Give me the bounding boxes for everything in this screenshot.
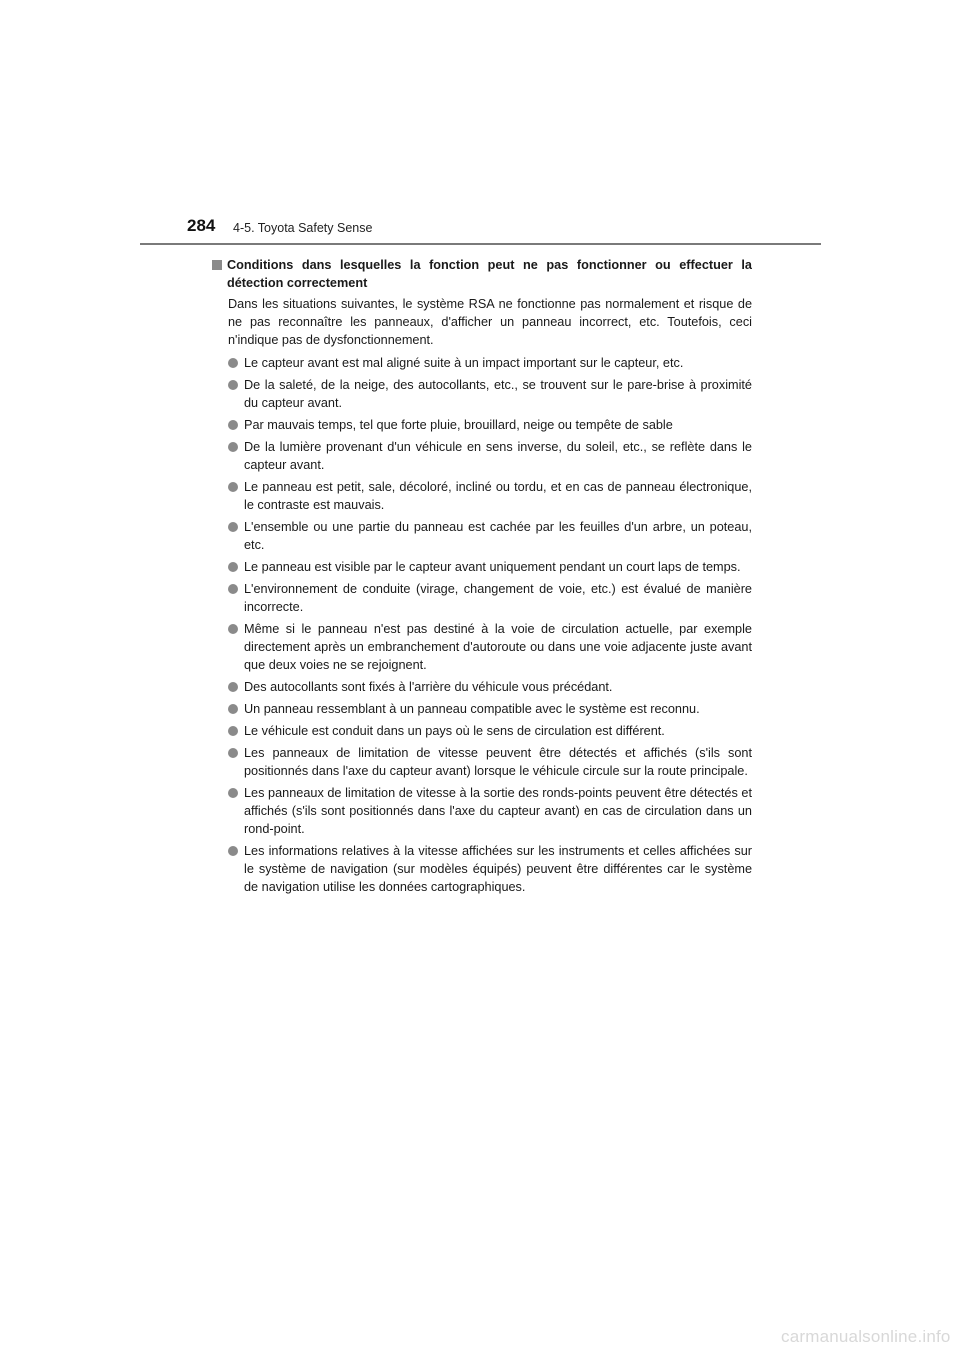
list-item-text: Les panneaux de limitation de vitesse peuvent être détectés et affichés (s'ils sont positionnés dans l'axe du capteur avant) lorsque le véhicule circule sur la route principale. [244, 746, 752, 778]
list-item [212, 842, 752, 896]
list-item [212, 478, 752, 514]
list-item [212, 722, 752, 740]
circle-bullet-icon [228, 420, 238, 430]
list-item [212, 678, 752, 696]
list-item-text: Des autocollants sont fixés à l'arrière du véhicule vous précédant. [244, 680, 613, 694]
list-item-text: L'ensemble ou une partie du panneau est cachée par les feuilles d'un arbre, un poteau, etc. [244, 520, 752, 552]
list-item-text: Le capteur avant est mal aligné suite à un impact important sur le capteur, etc. [244, 356, 684, 370]
list-item [212, 376, 752, 412]
circle-bullet-icon [228, 562, 238, 572]
intro-paragraph: Dans les situations suivantes, le système RSA ne fonctionne pas normalement et risque de ne pas reconnaître les panneaux, d'afficher un panneau incorrect, etc. Toutefois, ceci n'indique pas de dysfonctionnement. [228, 297, 752, 347]
list-item-text: Le panneau est visible par le capteur avant uniquement pendant un court laps de temps. [244, 560, 741, 574]
list-item [212, 518, 752, 554]
circle-bullet-icon [228, 442, 238, 452]
conditions-list [212, 354, 752, 896]
circle-bullet-icon [228, 358, 238, 368]
circle-bullet-icon [228, 748, 238, 758]
list-item-text: Le panneau est petit, sale, décoloré, incliné ou tordu, et en cas de panneau électronique, le contraste est mauvais. [244, 480, 752, 512]
list-item-text: Le véhicule est conduit dans un pays où le sens de circulation est différent. [244, 724, 665, 738]
circle-bullet-icon [228, 682, 238, 692]
list-item [212, 580, 752, 616]
circle-bullet-icon [228, 584, 238, 594]
circle-bullet-icon [228, 846, 238, 856]
watermark[interactable]: carmanualsonline.info [781, 1327, 951, 1346]
list-item-text: Par mauvais temps, tel que forte pluie, brouillard, neige ou tempête de sable [244, 418, 673, 432]
circle-bullet-icon [228, 788, 238, 798]
circle-bullet-icon [228, 726, 238, 736]
list-item-text: De la lumière provenant d'un véhicule en sens inverse, du soleil, etc., se reflète dans le capteur avant. [244, 440, 752, 472]
list-item-text: Un panneau ressemblant à un panneau compatible avec le système est reconnu. [244, 702, 700, 716]
list-item-text: Les informations relatives à la vitesse affichées sur les instruments et celles affichées sur le système de navigation (sur modèles équipés) peuvent être différentes car le système de navigation utilise les données cartographiques. [244, 844, 752, 894]
main-content [212, 256, 752, 900]
circle-bullet-icon [228, 624, 238, 634]
list-item-text: De la saleté, de la neige, des autocollants, etc., se trouvent sur le pare-brise à proximité du capteur avant. [244, 378, 752, 410]
list-item-text: Les panneaux de limitation de vitesse à la sortie des ronds-points peuvent être détectés et affichés (s'ils sont positionnés dans l'axe du capteur avant) en cas de circulation dans un rond-point. [244, 786, 752, 836]
section-heading-text: Conditions dans lesquelles la fonction peut ne pas fonctionner ou effectuer la détection correctement [227, 258, 752, 290]
list-item-text: L'environnement de conduite (virage, changement de voie, etc.) est évalué de manière incorrecte. [244, 582, 752, 614]
circle-bullet-icon [228, 704, 238, 714]
list-item [212, 784, 752, 838]
list-item [212, 744, 752, 780]
page-number: 284 [187, 216, 216, 235]
circle-bullet-icon [228, 522, 238, 532]
section-title: 4-5. Toyota Safety Sense [233, 221, 373, 235]
list-item [212, 354, 752, 372]
list-item [212, 438, 752, 474]
circle-bullet-icon [228, 482, 238, 492]
list-item [212, 620, 752, 674]
circle-bullet-icon [228, 380, 238, 390]
list-item [212, 558, 752, 576]
section-heading [212, 256, 752, 292]
header-rule [140, 243, 821, 245]
list-item-text: Même si le panneau n'est pas destiné à la voie de circulation actuelle, par exemple directement après un embranchement d'autoroute ou dans une voie adjacente juste avant que deux voies ne se rejoignent. [244, 622, 752, 672]
list-item [212, 700, 752, 718]
list-item [212, 416, 752, 434]
square-bullet-icon [212, 260, 222, 270]
